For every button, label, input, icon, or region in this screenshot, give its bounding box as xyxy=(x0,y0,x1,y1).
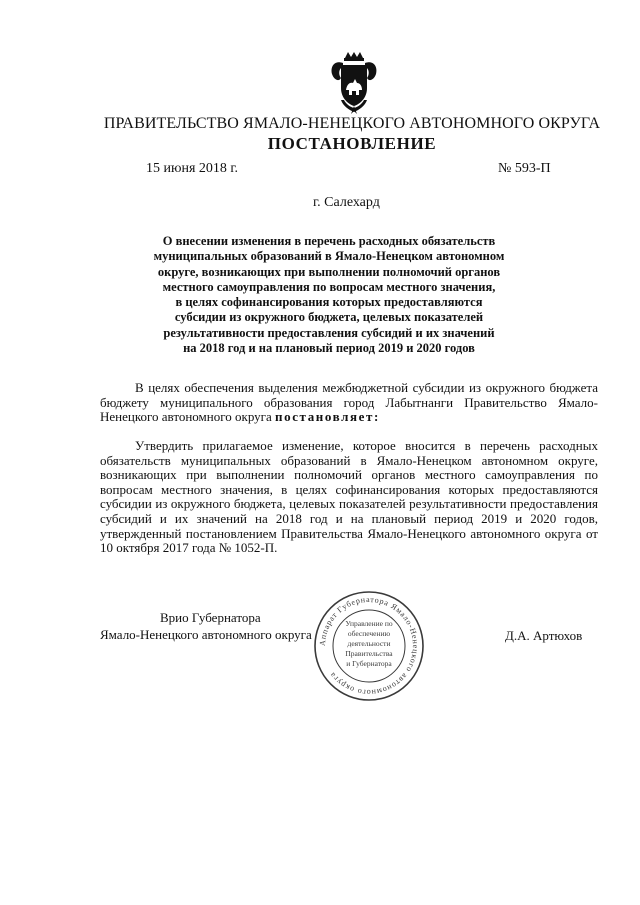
subject-line: результативности предоставления субсидий и их значений xyxy=(163,325,495,340)
signatory-position xyxy=(100,609,320,643)
seal-center-line: обеспечению xyxy=(347,629,391,638)
position-line: Врио Губернатора xyxy=(160,610,261,625)
subject-line: О внесении изменения в перечень расходных обязательств xyxy=(162,234,496,248)
position-line: Ямало-Ненецкого автономного округа xyxy=(100,627,312,642)
coat-of-arms-emblem xyxy=(329,52,379,114)
seal-center-line: Правительства xyxy=(345,649,393,658)
document-type-title: ПОСТАНОВЛЕНИЕ xyxy=(267,134,437,153)
seal-ring-text: Аппарат Губернатора Ямало-Ненецкого автономного округа xyxy=(317,594,421,698)
decision-word: постановляет: xyxy=(275,409,380,425)
government-title: ПРАВИТЕЛЬСТВО ЯМАЛО-НЕНЕЦКОГО АВТОНОМНОГО ОКРУГА xyxy=(103,115,601,132)
subject-line: в целях софинансирования которых предоставляются xyxy=(175,295,483,310)
seal-center-line: Управление по xyxy=(345,619,393,628)
preamble-text: В целях обеспечения выделения межбюджетной субсидии из окружного бюджета бюджету муниципального образования город Лабытнанги Правительство Ямало-Ненецкого автономного округа xyxy=(100,380,598,425)
subject-line: субсидии из окружного бюджета, целевых показателей xyxy=(174,310,484,325)
document-date: 15 июня 2018 г. xyxy=(146,161,239,176)
subject-line: местного самоуправления по вопросам местного значения, xyxy=(162,279,496,294)
document-city: г. Салехард xyxy=(313,195,380,210)
subject-line: на 2018 год и на плановый период 2019 и 2020 годов xyxy=(183,341,475,356)
official-seal xyxy=(313,590,425,702)
document-subject xyxy=(126,234,532,356)
seal-center-line: деятельности xyxy=(347,639,391,648)
signatory-name: Д.А. Артюхов xyxy=(505,628,583,643)
subject-line: округе, возникающих при выполнении полномочий органов xyxy=(157,264,501,279)
seal-center-line: и Губернатора xyxy=(346,659,392,668)
resolution-paragraph: Утвердить прилагаемое изменение, которое вносится в перечень расходных обязательств муниципальных образований в Ямало-Ненецком автономном округе, возникающих при выполнении полномочий органов местного самоуправления по вопросам местного значения, в целях софинансирования которых предоставляются субсидии из окружного бюджета, целевых показателей результативности предоставления субсидий и их значений на 2018 год и на плановый период 2019 и 2020 годов, утвержденный постановлением Правительства Ямало-Ненецкого автономного округа от 10 октября 2017 года № 1052-П. xyxy=(100,438,598,556)
preamble-paragraph xyxy=(100,381,598,425)
document-number: № 593-П xyxy=(498,161,551,176)
subject-line: муниципальных образований в Ямало-Ненецком автономном xyxy=(153,249,505,264)
